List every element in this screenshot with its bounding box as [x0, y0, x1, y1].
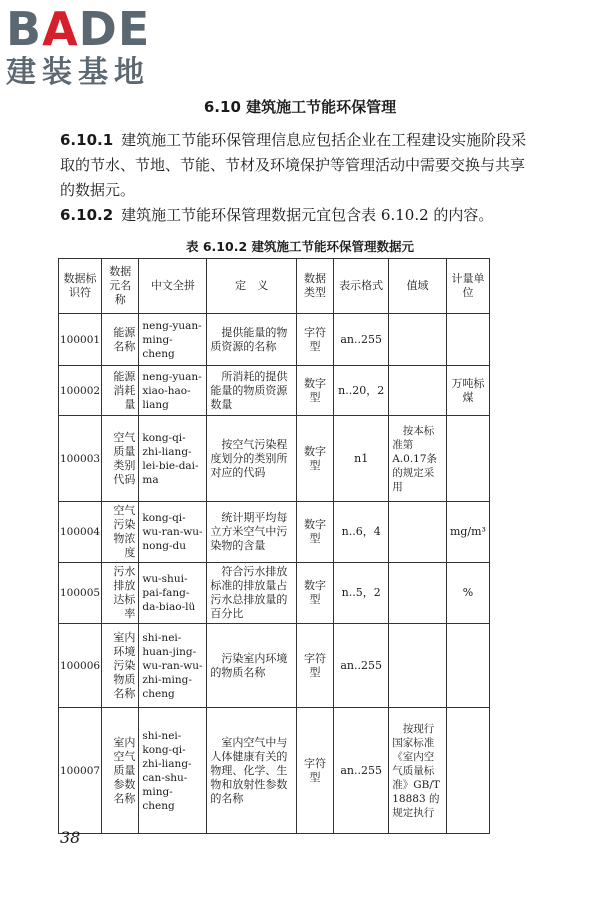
data-identifier: 100002 [59, 366, 102, 416]
data-identifier: 100006 [59, 624, 102, 708]
column-header: 数据标识符 [59, 259, 102, 314]
unit [446, 314, 489, 366]
element-name: 能源消耗量 [102, 366, 139, 416]
unit [446, 708, 489, 834]
format: an..255 [334, 314, 389, 366]
data-identifier: 100005 [59, 563, 102, 624]
element-name: 室内空气质量参数名称 [102, 708, 139, 834]
format: n..5，2 [334, 563, 389, 624]
clause-text: 建筑施工节能环保管理信息应包括企业在工程建设实施阶段采取的节水、节地、节能、节材及环境保护等管理活动中需要交换与共享的数据元。 [60, 131, 527, 199]
element-name: 污水排放达标率 [102, 563, 139, 624]
value-domain [389, 563, 447, 624]
column-header: 定 义 [207, 259, 297, 314]
unit: mg/m³ [446, 502, 489, 563]
value-domain: 按本标准第A.0.17条的规定采用 [389, 416, 447, 502]
section-title: 6.10 建筑施工节能环保管理 [203, 98, 397, 116]
column-header: 数据类型 [296, 259, 333, 314]
data-identifier: 100007 [59, 708, 102, 834]
table-row [59, 502, 490, 563]
pinyin: neng-yuan-ming-cheng [139, 314, 207, 366]
definition: 统计期平均每立方米空气中污染物的含量 [207, 502, 297, 563]
data-type: 数字型 [296, 366, 333, 416]
table-row [59, 624, 490, 708]
table-row [59, 366, 490, 416]
brand-logo [6, 4, 176, 90]
paragraph [60, 203, 530, 228]
data-identifier: 100003 [59, 416, 102, 502]
value-domain [389, 366, 447, 416]
pinyin: kong-qi-zhi-liang-lei-bie-dai-ma [139, 416, 207, 502]
unit: % [446, 563, 489, 624]
table-row [59, 708, 490, 834]
element-name: 能源名称 [102, 314, 139, 366]
pinyin: shi-nei-kong-qi-zhi-liang-can-shu-ming-cheng [139, 708, 207, 834]
element-name: 室内环境污染物质名称 [102, 624, 139, 708]
column-header: 表示格式 [334, 259, 389, 314]
clause-text: 建筑施工节能环保管理数据元宜包含表 6.10.2 的内容。 [121, 206, 494, 224]
data-type: 字符型 [296, 708, 333, 834]
data-identifier: 100001 [59, 314, 102, 366]
column-header: 计量单位 [446, 259, 489, 314]
table-row [59, 416, 490, 502]
data-type: 数字型 [296, 563, 333, 624]
value-domain [389, 502, 447, 563]
clause-number: 6.10.2 [60, 206, 114, 224]
definition: 室内空气中与人体健康有关的物理、化学、生物和放射性参数的名称 [207, 708, 297, 834]
value-domain: 按现行国家标准《室内空气质量标准》GB/T 18883 的规定执行 [389, 708, 447, 834]
pinyin: shi-nei-huan-jing-wu-ran-wu-zhi-ming-cheng [139, 624, 207, 708]
page-number: 38 [60, 828, 81, 847]
clause-number: 6.10.1 [60, 131, 114, 149]
format: an..255 [334, 708, 389, 834]
table-row [59, 314, 490, 366]
table-title: 表 6.10.2 建筑施工节能环保管理数据元 [186, 239, 414, 254]
paragraph [60, 128, 530, 203]
format: n..20，2 [334, 366, 389, 416]
pinyin: neng-yuan-xiao-hao-liang [139, 366, 207, 416]
unit: 万吨标煤 [446, 366, 489, 416]
data-type: 数字型 [296, 416, 333, 502]
unit [446, 416, 489, 502]
data-element-table [58, 258, 490, 834]
value-domain [389, 314, 447, 366]
value-domain [389, 624, 447, 708]
logo-wordmark: BADE [6, 2, 151, 56]
definition: 提供能量的物质资源的名称 [207, 314, 297, 366]
definition: 所消耗的提供能量的物质资源数量 [207, 366, 297, 416]
format: n..6，4 [334, 502, 389, 563]
column-header: 中文全拼 [139, 259, 207, 314]
element-name: 空气污染物浓度 [102, 502, 139, 563]
definition: 符合污水排放标准的排放量占污水总排放量的百分比 [207, 563, 297, 624]
table-row [59, 563, 490, 624]
column-header: 数据元名称 [102, 259, 139, 314]
logo-subtitle: 建装基地 [6, 55, 150, 90]
pinyin: wu-shui-pai-fang-da-biao-lü [139, 563, 207, 624]
definition: 污染室内环境的物质名称 [207, 624, 297, 708]
data-identifier: 100004 [59, 502, 102, 563]
format: n1 [334, 416, 389, 502]
format: an..255 [334, 624, 389, 708]
data-type: 字符型 [296, 624, 333, 708]
unit [446, 624, 489, 708]
table-header-row [59, 259, 490, 314]
pinyin: kong-qi-wu-ran-wu-nong-du [139, 502, 207, 563]
definition: 按空气污染程度划分的类别所对应的代码 [207, 416, 297, 502]
data-type: 数字型 [296, 502, 333, 563]
column-header: 值域 [389, 259, 447, 314]
element-name: 空气质量类别代码 [102, 416, 139, 502]
data-type: 字符型 [296, 314, 333, 366]
